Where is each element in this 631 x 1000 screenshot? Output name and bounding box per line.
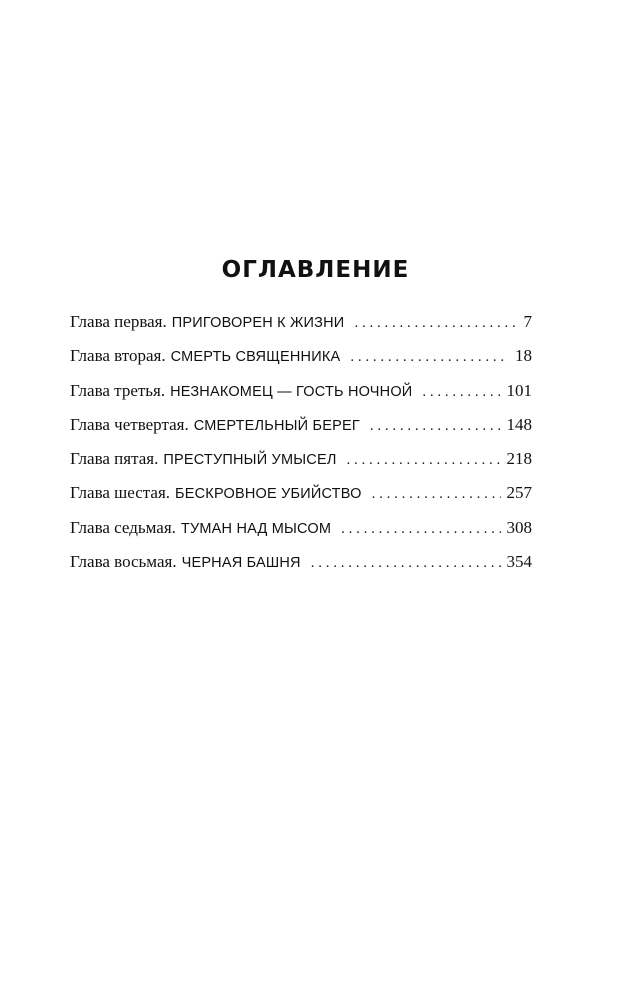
toc-entry [70, 518, 532, 552]
dot-leader [354, 315, 517, 332]
chapter-title: СМЕРТЕЛЬНЫЙ БЕРЕГ [193, 417, 360, 434]
chapter-label: Глава первая. [70, 312, 167, 331]
dot-leader [311, 555, 501, 572]
page-number: 354 [506, 552, 532, 572]
page-number: 18 [515, 346, 532, 366]
chapter-label: Глава шестая. [70, 483, 171, 503]
chapter-title: ЧЕРНАЯ БАШНЯ [181, 555, 301, 572]
toc-heading: ОГЛАВЛЕНИЕ [221, 257, 410, 283]
dot-leader [347, 452, 501, 469]
toc-entry [70, 312, 532, 346]
page-number: 148 [506, 414, 532, 434]
page-number: 101 [506, 380, 532, 400]
toc-list [70, 312, 532, 586]
toc-entry [70, 449, 532, 483]
dot-leader [350, 349, 509, 366]
chapter-title: ПРЕСТУПНЫЙ УМЫСЕЛ [163, 452, 337, 469]
chapter-title: БЕСКРОВНОЕ УБИЙСТВО [175, 486, 362, 503]
page-number: 257 [506, 483, 532, 503]
chapter-label: Глава восьмая. [70, 552, 177, 572]
chapter-label: Глава вторая. [70, 346, 166, 366]
chapter-title: СМЕРТЬ СВЯЩЕННИКА [170, 349, 341, 366]
chapter-label: Глава седьмая. [70, 517, 176, 537]
toc-entry [70, 415, 532, 449]
dot-leader [422, 384, 500, 401]
page-number: 218 [506, 449, 532, 469]
toc-entry [70, 552, 532, 586]
page-number: 7 [523, 312, 532, 331]
toc-entry [70, 483, 532, 517]
toc-entry [70, 346, 532, 380]
chapter-title: ПРИГОВОРЕН К ЖИЗНИ [171, 315, 345, 331]
dot-leader [341, 521, 500, 538]
page-number: 308 [506, 517, 532, 537]
chapter-title: ТУМАН НАД МЫСОМ [180, 520, 332, 537]
dot-leader [370, 418, 501, 435]
toc-entry [70, 381, 532, 415]
dot-leader [372, 486, 501, 503]
chapter-label: Глава третья. [70, 380, 166, 400]
chapter-title: НЕЗНАКОМЕЦ — ГОСТЬ НОЧНОЙ [170, 383, 413, 400]
chapter-label: Глава пятая. [70, 449, 159, 469]
chapter-label: Глава четвертая. [70, 414, 189, 434]
